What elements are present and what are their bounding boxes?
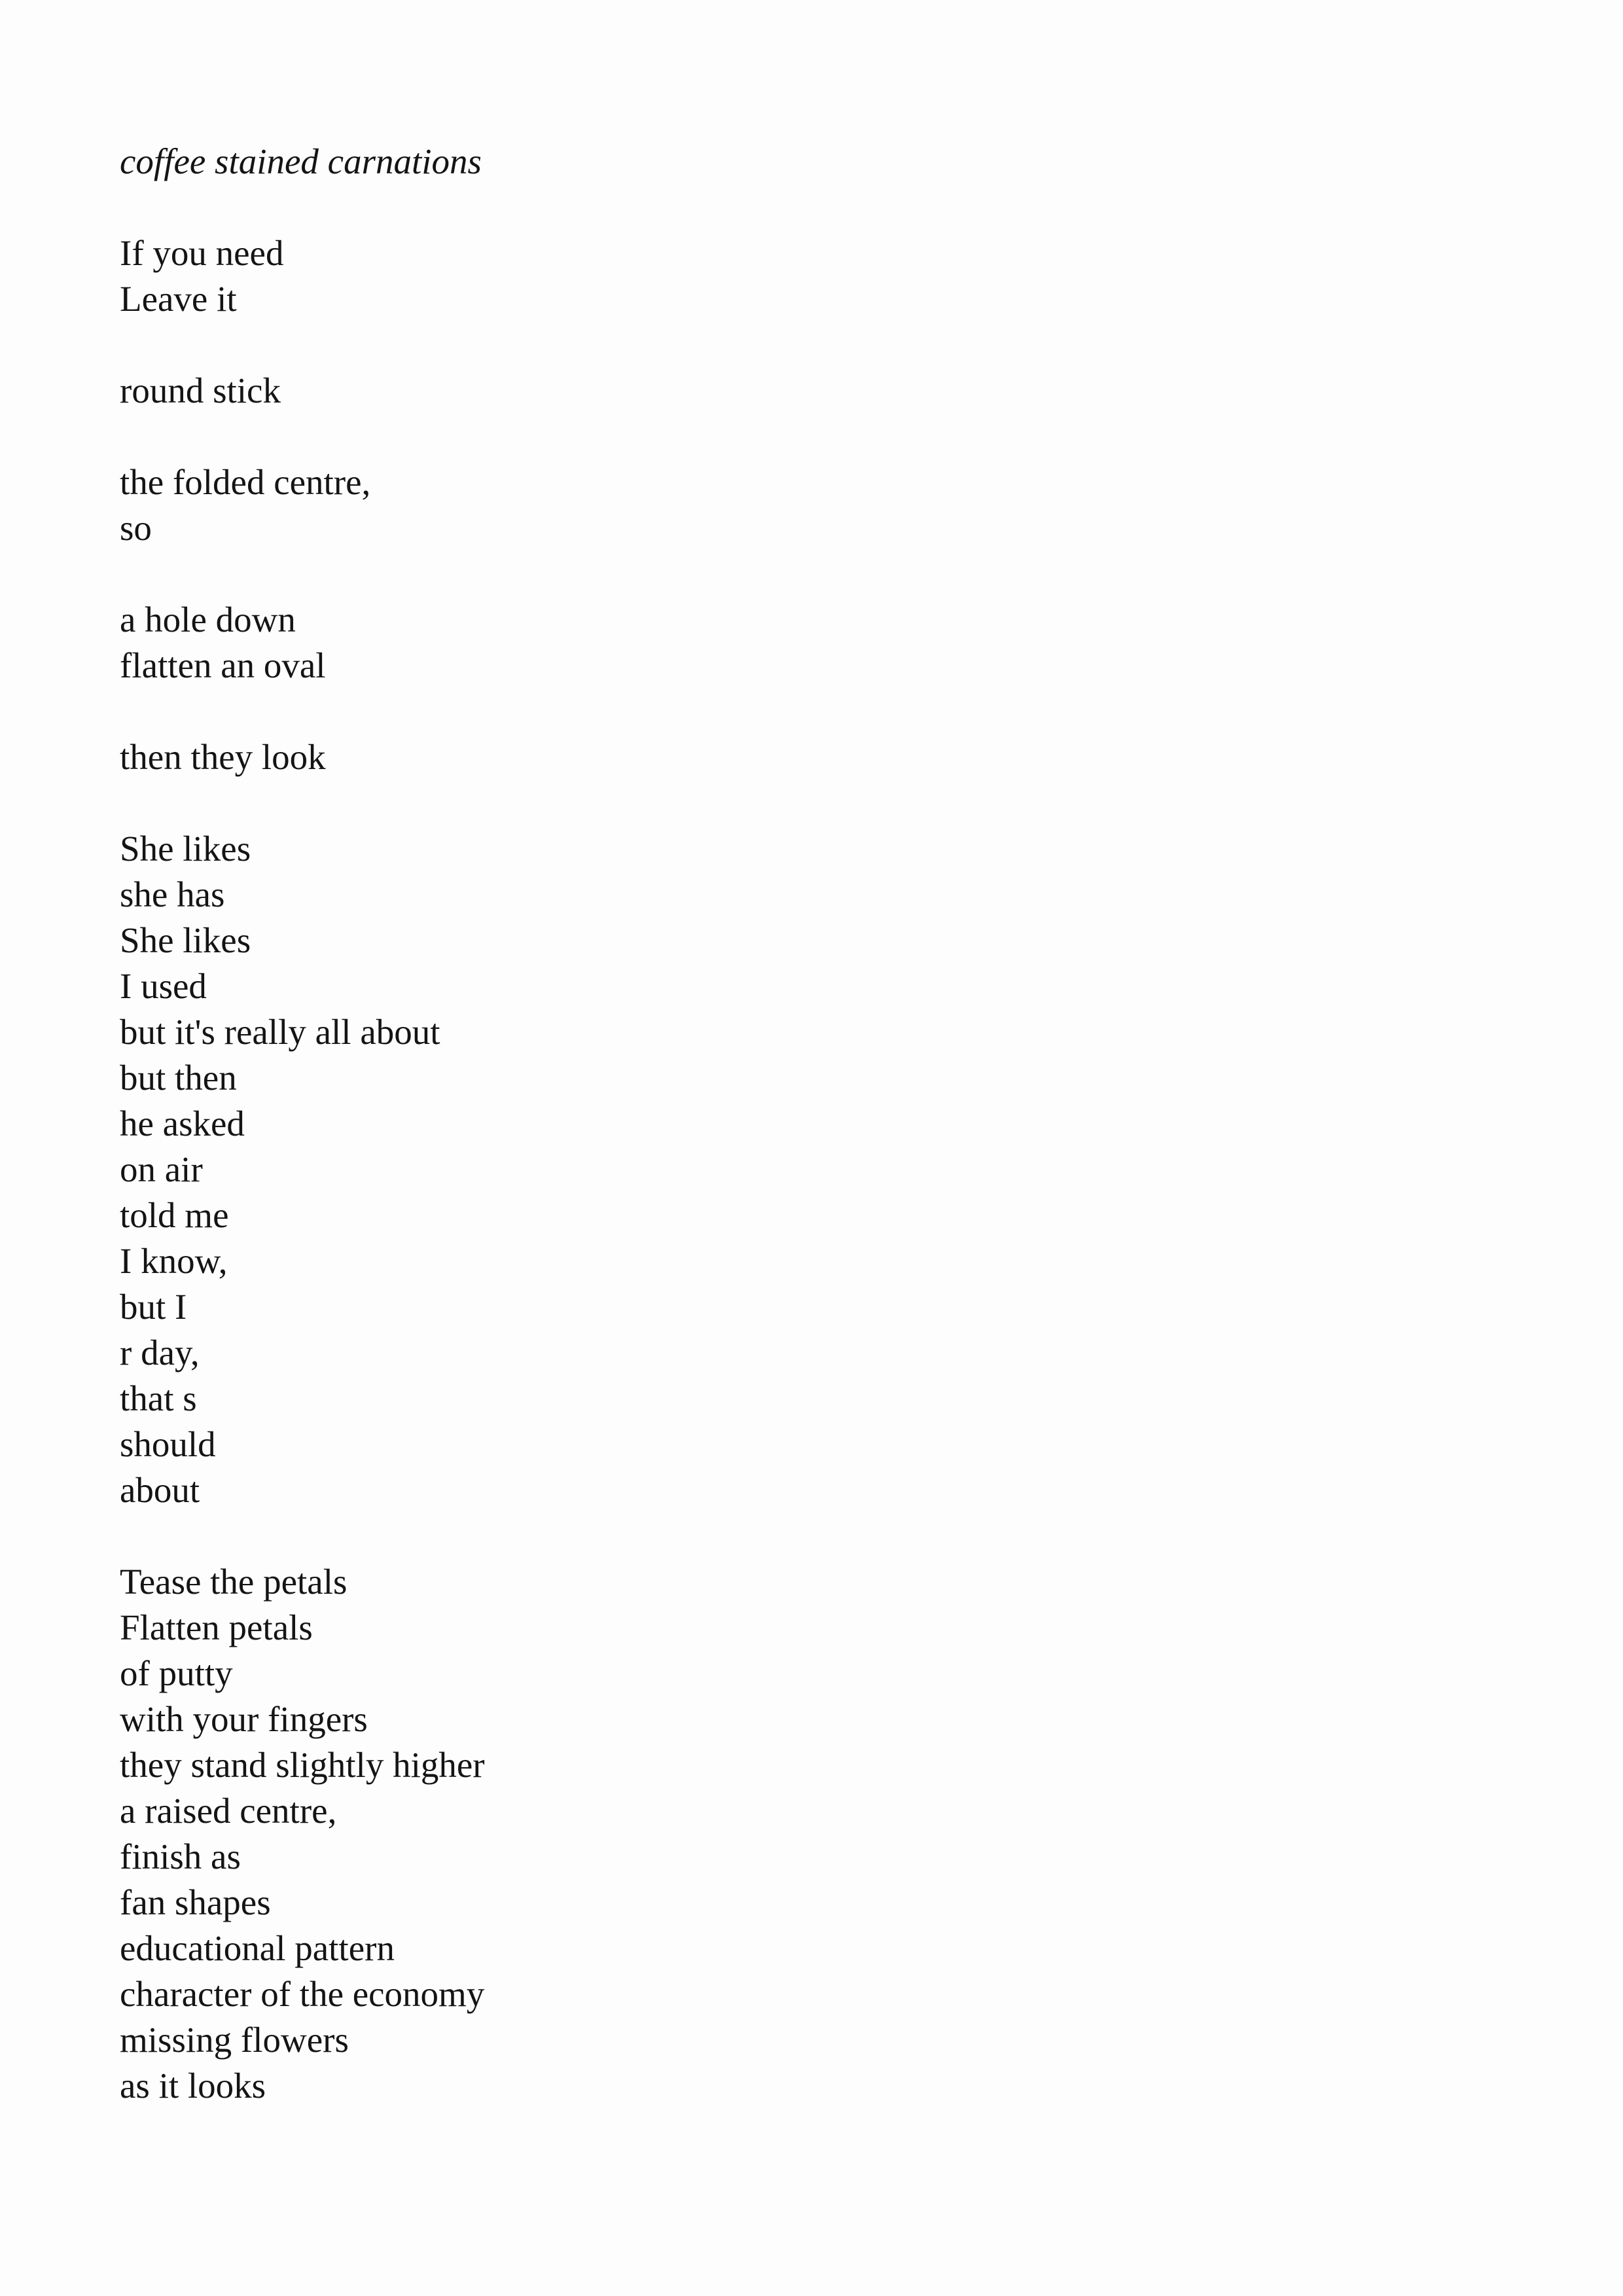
- stanza-3: [120, 459, 485, 551]
- poem-line: of putty: [120, 1653, 233, 1693]
- poem-line: should: [120, 1424, 216, 1464]
- poem-line: with your fingers: [120, 1699, 368, 1739]
- poem-line: round stick: [120, 370, 281, 410]
- poem-line: but I: [120, 1287, 187, 1327]
- poem-line: character of the economy: [120, 1974, 485, 2014]
- stanza-6: [120, 826, 485, 1513]
- poem-line: r day,: [120, 1333, 200, 1372]
- poem-line: a raised centre,: [120, 1791, 337, 1831]
- poem-line: then they look: [120, 737, 326, 777]
- poem-line: told me: [120, 1195, 229, 1235]
- poem-line: She likes: [120, 829, 251, 869]
- poem-line: on air: [120, 1149, 203, 1189]
- stanza-4: [120, 597, 485, 689]
- stanza-1: [120, 230, 485, 322]
- poem-line: If you need: [120, 233, 284, 273]
- poem-line: but it's really all about: [120, 1012, 440, 1052]
- poem-line: that s: [120, 1378, 197, 1418]
- poem-line: I know,: [120, 1241, 228, 1281]
- poem-line: Leave it: [120, 279, 237, 319]
- poem-line: but then: [120, 1058, 237, 1098]
- poem-line: the folded centre,: [120, 462, 371, 502]
- stanza-2: [120, 368, 485, 414]
- poem-line: She likes: [120, 920, 251, 960]
- stanza-5: [120, 734, 485, 780]
- poem-line: a hole down: [120, 600, 296, 639]
- poem-title: coffee stained carnations: [120, 141, 482, 181]
- poem-line: Flatten petals: [120, 1607, 313, 1647]
- poem-line: Tease the petals: [120, 1562, 348, 1602]
- poem-line: he asked: [120, 1103, 245, 1143]
- poem-line: about: [120, 1470, 200, 1510]
- poem-line: as it looks: [120, 2066, 266, 2106]
- poem-line: finish as: [120, 1837, 241, 1876]
- stanza-7: [120, 1559, 485, 2109]
- poem-line: fan shapes: [120, 1882, 271, 1922]
- poem-line: she has: [120, 874, 225, 914]
- poem-line: I used: [120, 966, 207, 1006]
- poem-line: missing flowers: [120, 2020, 349, 2060]
- poem-line: flatten an oval: [120, 645, 326, 685]
- poem-line: so: [120, 508, 152, 548]
- poem-line: they stand slightly higher: [120, 1745, 485, 1785]
- poem-line: educational pattern: [120, 1928, 395, 1968]
- poem: [120, 139, 485, 2109]
